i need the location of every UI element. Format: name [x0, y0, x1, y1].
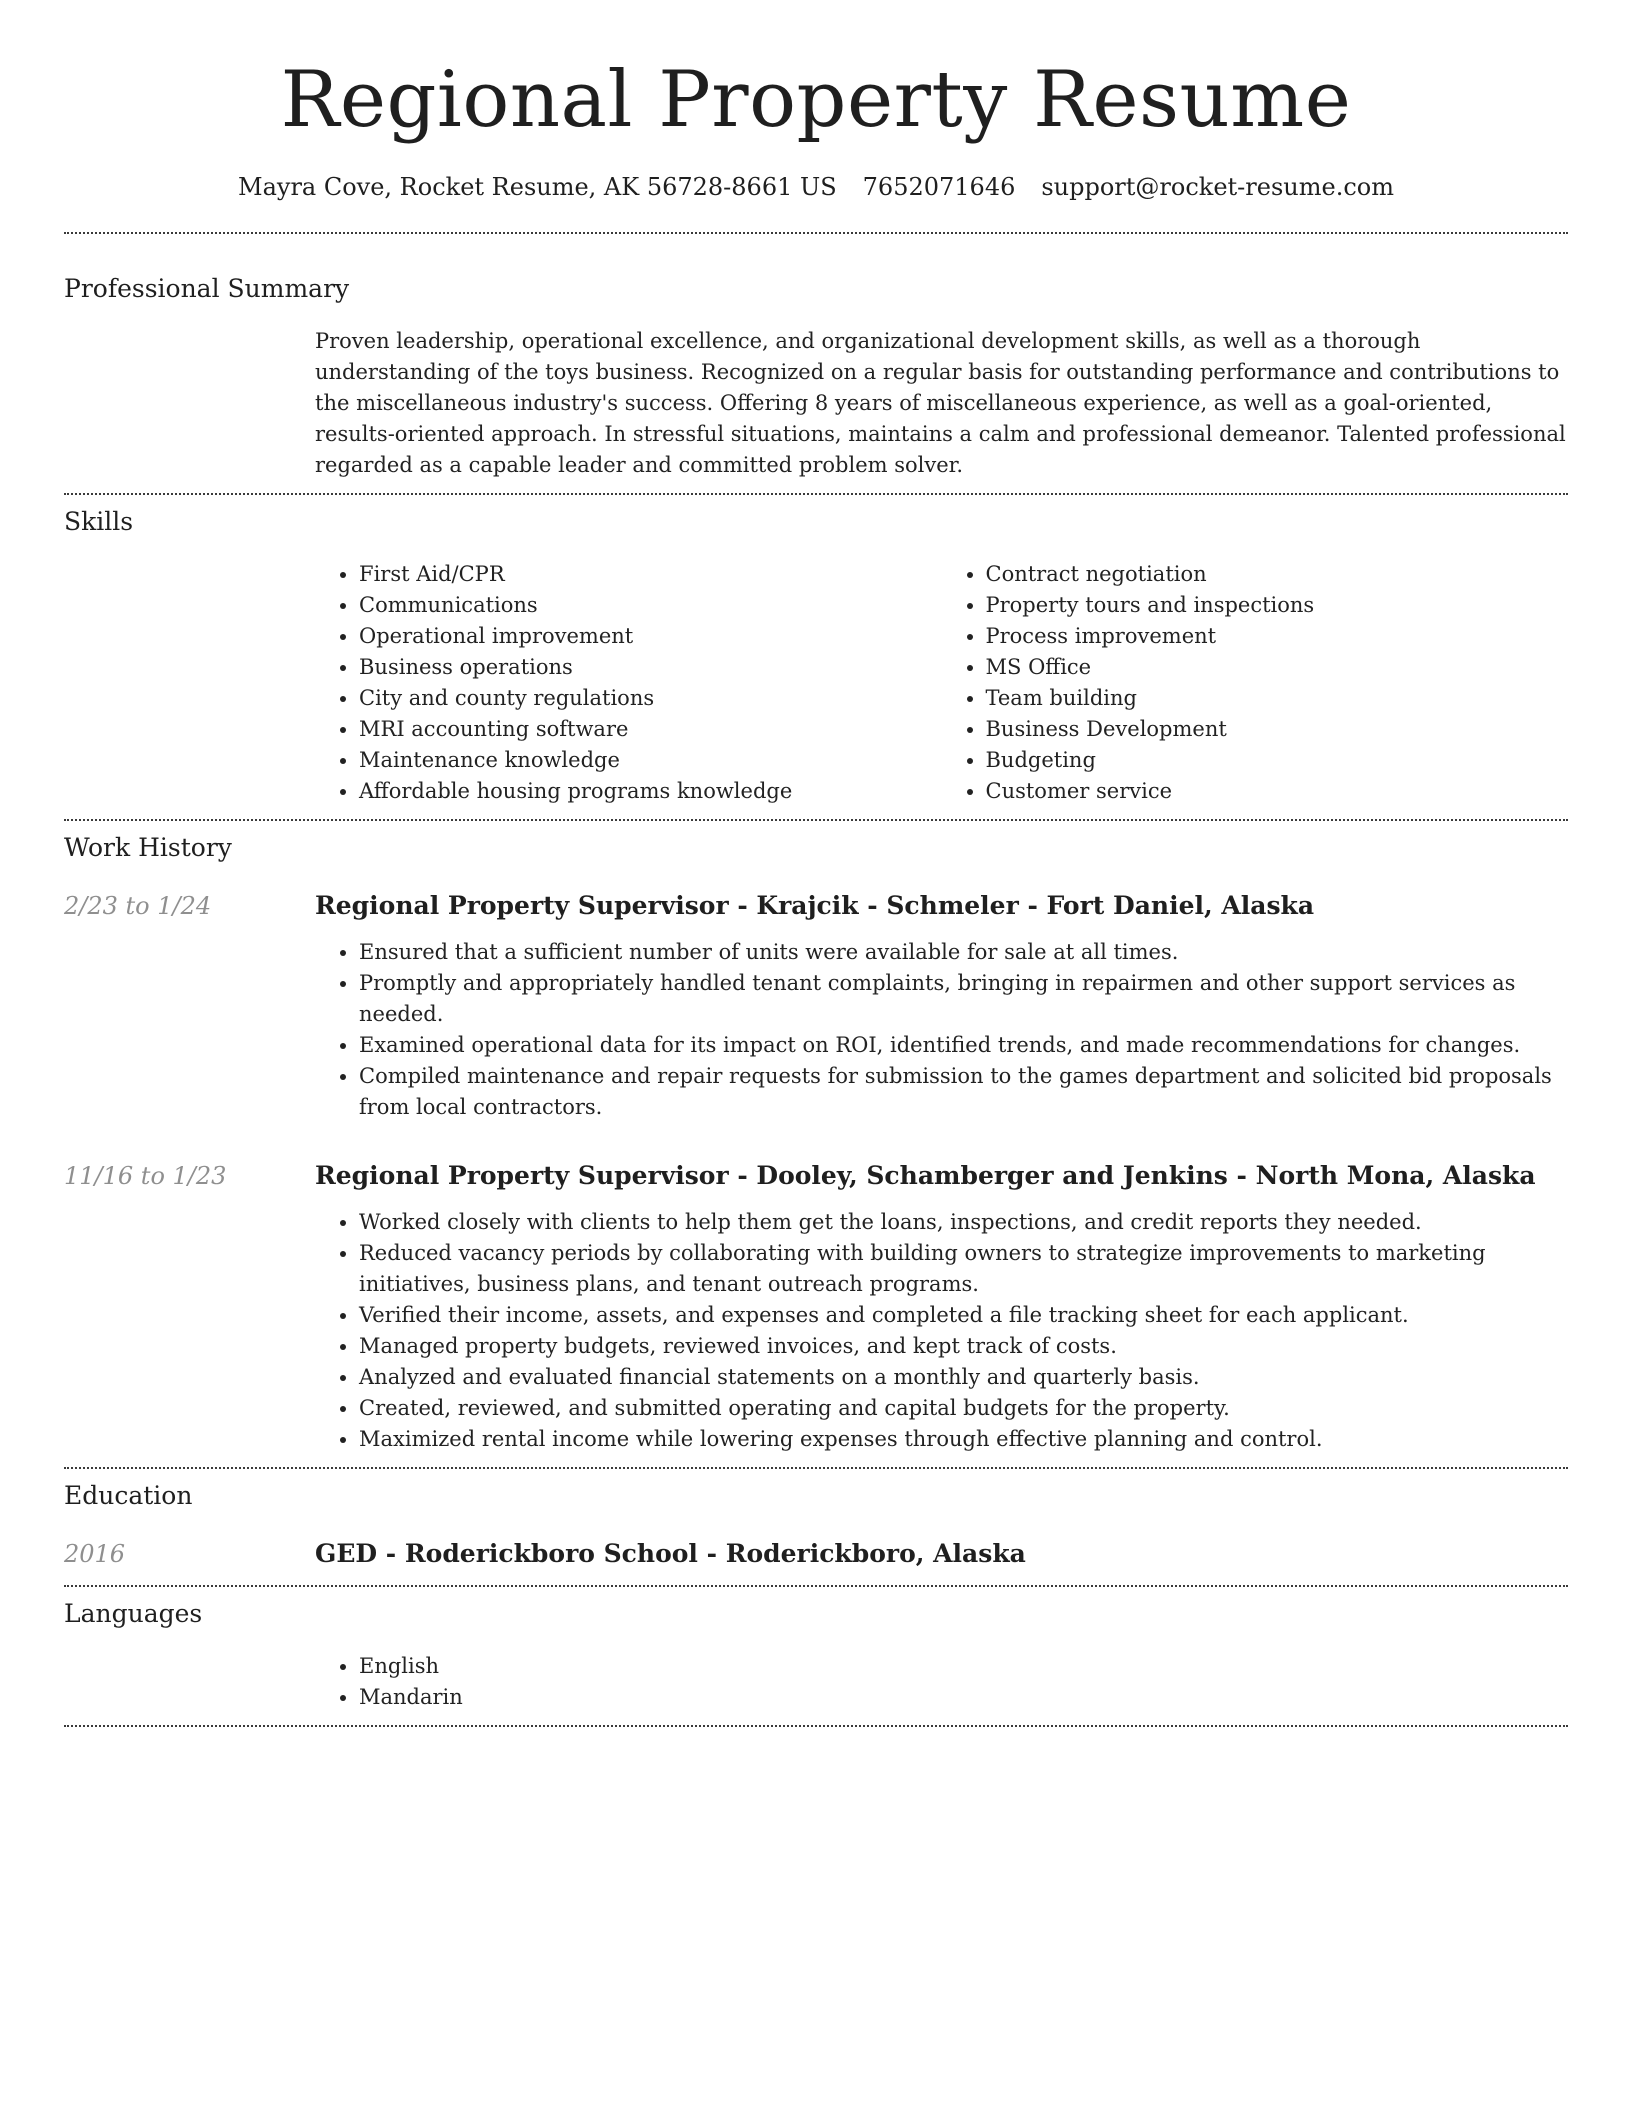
divider: [64, 232, 1568, 234]
list-item: • Business operations: [359, 652, 942, 683]
list-item: • Ensured that a sufficient number of units were available for sale at all times.: [359, 937, 1568, 968]
divider: [64, 1467, 1568, 1469]
skills-list-left: [315, 559, 942, 807]
education-year: 2016: [64, 1540, 126, 1568]
languages-list: [315, 1651, 1568, 1713]
skills-section: [64, 505, 1568, 807]
list-item: • Analyzed and evaluated financial statements on a monthly and quarterly basis.: [359, 1362, 1568, 1393]
job-heading: Regional Property Supervisor - Dooley, Schamberger and Jenkins - North Mona, Alaska: [315, 1161, 1536, 1190]
list-item: • Affordable housing programs knowledge: [359, 776, 942, 807]
contact-line: [64, 170, 1568, 204]
list-item: • Maximized rental income while lowering expenses through effective planning and control.: [359, 1424, 1568, 1455]
list-item: • MRI accounting software: [359, 714, 942, 745]
list-item: • Process improvement: [986, 621, 1569, 652]
divider: [64, 1585, 1568, 1587]
resume-page: [64, 0, 1568, 1727]
job-dates: 2/23 to 1/24: [64, 892, 212, 920]
education-degree: GED - Roderickboro School - Roderickboro, Alaska: [315, 1539, 1026, 1568]
list-item: • Budgeting: [986, 745, 1569, 776]
skills-list-right: [942, 559, 1569, 807]
job-entry: [64, 1159, 1568, 1455]
education-heading: Education: [64, 1481, 193, 1510]
job-heading: Regional Property Supervisor - Krajcik - Schmeler - Fort Daniel, Alaska: [315, 891, 1315, 920]
list-item: • Business Development: [986, 714, 1569, 745]
list-item: • Examined operational data for its impact on ROI, identified trends, and made recommendations for changes.: [359, 1030, 1568, 1061]
work-heading: Work History: [64, 833, 232, 862]
list-item: • Promptly and appropriately handled tenant complaints, bringing in repairmen and other support services as needed.: [359, 968, 1568, 1030]
work-section: [64, 831, 1568, 1455]
contact-email: support@rocket-resume.com: [1041, 173, 1394, 201]
list-item: • MS Office: [986, 652, 1569, 683]
list-item: • Maintenance knowledge: [359, 745, 942, 776]
list-item: • English: [359, 1651, 1568, 1682]
contact-phone: 7652071646: [862, 173, 1016, 201]
divider: [64, 1725, 1568, 1727]
list-item: • Reduced vacancy periods by collaborating with building owners to strategize improvements to marketing initiatives, business plans, and tenant outreach programs.: [359, 1238, 1568, 1300]
list-item: • Operational improvement: [359, 621, 942, 652]
list-item: • Team building: [986, 683, 1569, 714]
list-item: • Verified their income, assets, and expenses and completed a file tracking sheet for each applicant.: [359, 1300, 1568, 1331]
job-bullets: [315, 1207, 1568, 1455]
job-bullets: [315, 937, 1568, 1123]
list-item: • Created, reviewed, and submitted operating and capital budgets for the property.: [359, 1393, 1568, 1424]
job-dates: 11/16 to 1/23: [64, 1162, 227, 1190]
divider: [64, 819, 1568, 821]
resume-title: Regional Property Resume: [280, 55, 1352, 145]
list-item: • First Aid/CPR: [359, 559, 942, 590]
list-item: • Customer service: [986, 776, 1569, 807]
summary-text: Proven leadership, operational excellence, and organizational development skills, as well as a thorough understanding of the toys business. Recognized on a regular basis for outstanding performance and contributions to the miscellaneous industry's success. Offering 8 years of miscellaneous experience, as well as a goal-oriented, results-oriented approach. In stressful situations, maintains a calm and professional demeanor. Talented professional regarded as a capable leader and committed problem solver.: [315, 329, 1566, 477]
job-entry: [64, 889, 1568, 1123]
list-item: • Mandarin: [359, 1682, 1568, 1713]
contact-address: Mayra Cove, Rocket Resume, AK 56728-8661 US: [238, 173, 837, 201]
education-section: [64, 1479, 1568, 1571]
list-item: • Managed property budgets, reviewed invoices, and kept track of costs.: [359, 1331, 1568, 1362]
skills-heading: Skills: [64, 507, 134, 536]
list-item: • Property tours and inspections: [986, 590, 1569, 621]
summary-section: [64, 272, 1568, 481]
divider: [64, 493, 1568, 495]
list-item: • Contract negotiation: [986, 559, 1569, 590]
languages-heading: Languages: [64, 1599, 203, 1628]
summary-heading: Professional Summary: [64, 274, 350, 303]
list-item: • Worked closely with clients to help them get the loans, inspections, and credit reports they needed.: [359, 1207, 1568, 1238]
list-item: • Communications: [359, 590, 942, 621]
education-entry: [64, 1537, 1568, 1571]
languages-section: [64, 1597, 1568, 1713]
list-item: • Compiled maintenance and repair requests for submission to the games department and solicited bid proposals from local contractors.: [359, 1061, 1568, 1123]
list-item: • City and county regulations: [359, 683, 942, 714]
